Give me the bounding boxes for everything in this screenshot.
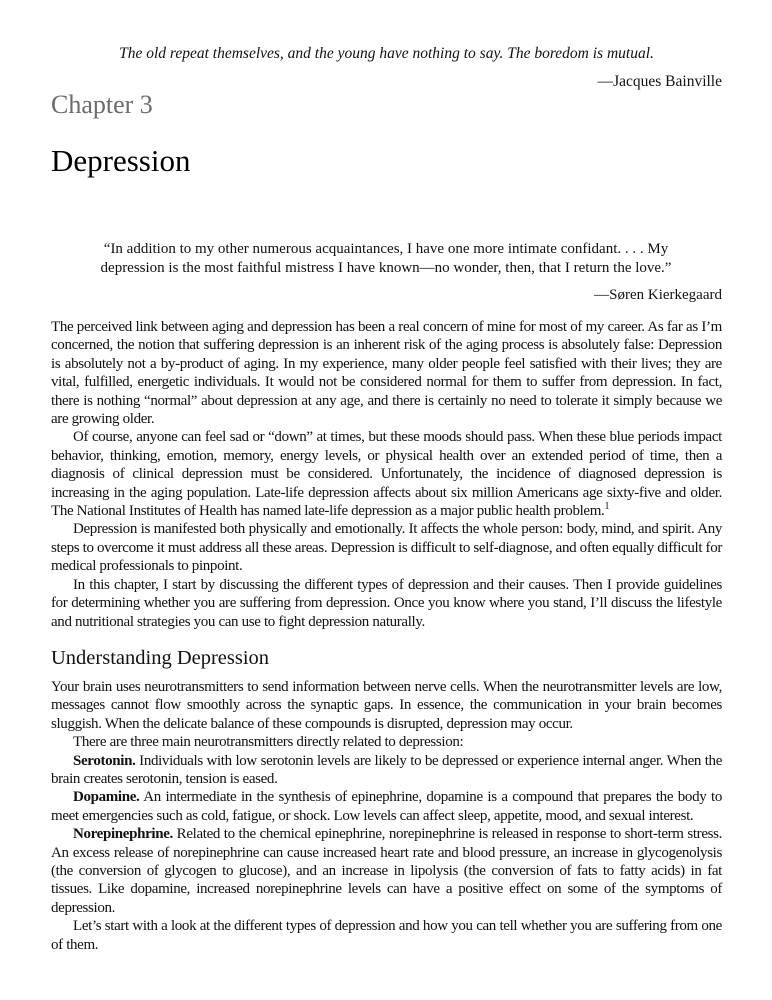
paragraph: Your brain uses neurotransmitters to send information between nerve cells. When the neurotransmitter levels are low, messages cannot flow smoothly across the synaptic gaps. In essence, the communication in your brain becomes sluggish. When the delicate balance of these compounds is disrupted, depression may occur. xyxy=(51,679,722,732)
paragraph: There are three main neurotransmitters directly related to depression: xyxy=(73,734,464,751)
paragraph-text: Of course, anyone can feel sad or “down” at times, but these moods should pass. When these blue periods impact behavior, thinking, emotion, memory, energy levels, or physical health over an extended period of time, then a diagnosis of clinical depression must be considered. Unfortunately, the incidence of diagnosed depression is increasing in the aging population. Late-life depression affects about six million Americans age sixty-five and older. The National Institutes of Health has named late-life depression as a major public health problem. xyxy=(51,429,722,520)
chapter-epigraph-attribution: —Søren Kierkegaard xyxy=(594,287,722,303)
definition-norepinephrine xyxy=(51,825,722,917)
chapter-epigraph-quote: “In addition to my other numerous acquaintances, I have one more intimate confidant. . . . My depression is the most faithful mistress I have known—no wonder, then, that I return the love.” xyxy=(100,241,672,276)
term-dopamine: Dopamine. xyxy=(73,789,140,806)
chapter-number: Chapter 3 xyxy=(51,90,153,119)
section-heading: Understanding Depression xyxy=(51,647,270,669)
term-norepinephrine: Norepinephrine. xyxy=(73,826,173,843)
term-serotonin: Serotonin. xyxy=(73,752,136,769)
intro-body xyxy=(51,318,722,631)
definition-dopamine xyxy=(51,788,722,825)
opening-epigraph-attribution: —Jacques Bainville xyxy=(597,73,722,90)
footnote-marker[interactable]: 1 xyxy=(604,501,610,513)
paragraph: Let’s start with a look at the different types of depression and how you can tell whether you are suffering from one of them. xyxy=(51,918,722,953)
opening-epigraph-quote: The old repeat themselves, and the young have nothing to say. The boredom is mutual. xyxy=(119,45,654,62)
definition-text: An intermediate in the synthesis of epinephrine, dopamine is a compound that prepares the body to meet emergencies such as cold, fatigue, or shock. Low levels can affect sleep, appetite, mood, and sexual interest. xyxy=(51,789,722,824)
paragraph: Depression is manifested both physically and emotionally. It affects the whole person: body, mind, and spirit. Any steps to overcome it must address all these areas. Depression is difficult to self-diagnose, and often equally difficult for medical professionals to pinpoint. xyxy=(51,521,722,575)
paragraph: The perceived link between aging and depression has been a real concern of mine for most of my career. As far as I’m concerned, the notion that suffering depression is an inherent risk of the aging process is absolutely false: Depression is absolutely not a by-product of aging. In my experience, many older people feel satisfied with their lives; they are vital, fulfilled, energetic individuals. It would not be considered normal for them to suffer from depression. In fact, there is nothing “normal” about depression at any age, and there is certainly no need to tolerate it simply because we are growing older. xyxy=(51,319,722,428)
chapter-title: Depression xyxy=(51,143,191,178)
definition-text: Related to the chemical epinephrine, norepinephrine is released in response to short-term stress. An excess release of norepinephrine can cause increased heart rate and blood pressure, an increase in glycogenolysis (the conversion of glycogen to glucose), and an increase in lipolysis (the conversion of fats to fatty acids) in fat tissues. Like dopamine, increased norepinephrine levels can have a positive effect on some of the symptoms of depression. xyxy=(51,826,722,916)
paragraph: In this chapter, I start by discussing the different types of depression and their causes. Then I provide guidelines for determining whether you are suffering from depression. Once you know where you stand, I’ll discuss the lifestyle and nutritional strategies you can use to fight depression naturally. xyxy=(51,576,722,630)
section-body xyxy=(51,678,722,954)
definition-serotonin xyxy=(51,752,722,789)
paragraph xyxy=(51,428,722,520)
definition-text: Individuals with low serotonin levels are likely to be depressed or experience internal anger. When the brain creates serotonin, tension is eased. xyxy=(51,752,722,788)
